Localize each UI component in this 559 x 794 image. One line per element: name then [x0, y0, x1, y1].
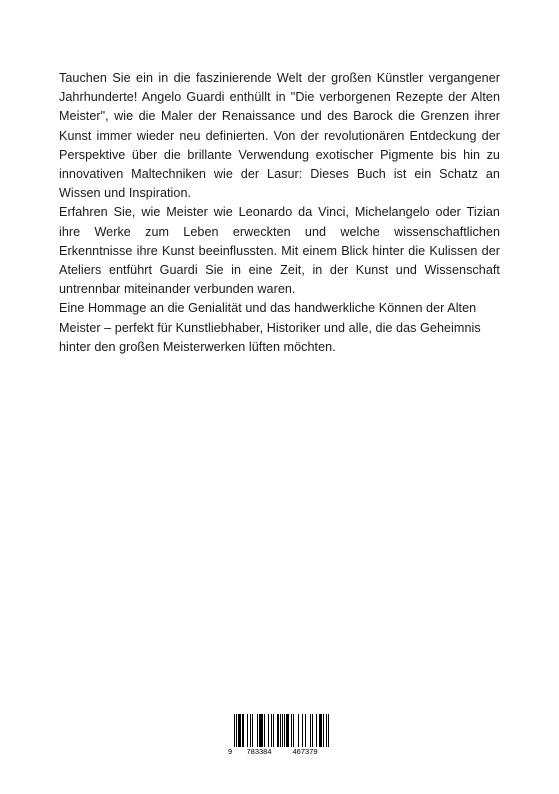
barcode-bar — [268, 714, 269, 747]
barcode-bar — [298, 714, 299, 747]
barcode-bar — [239, 714, 240, 747]
barcode-bar — [240, 714, 241, 747]
barcode-bar — [277, 714, 278, 747]
barcode-left-group: 783384 — [246, 747, 272, 756]
barcode-bar — [321, 714, 322, 747]
barcode-bar — [288, 714, 289, 747]
barcode-bar — [286, 714, 287, 747]
isbn-barcode — [228, 714, 332, 757]
barcode-bar — [260, 714, 261, 747]
barcode-bar — [262, 714, 263, 747]
barcode-bar — [238, 714, 239, 747]
barcode-bar — [271, 714, 272, 747]
barcode-bar — [291, 714, 292, 747]
barcode-bar — [316, 714, 317, 747]
barcode-bar — [250, 714, 251, 747]
barcode-digits — [228, 747, 332, 757]
barcode-bar — [247, 714, 248, 747]
description-paragraph-1: Tauchen Sie ein in die faszinierende Welt der großen Künstler vergangener Jahrhunderte! Angelo Guardi enthüllt in "Die verborgenen Rezepte der Alten Meister", wie die Maler der Renaissance und des Barock die Grenzen ihrer Kunst immer wieder neu definierten. Von der revolutionären Entdeckung der Perspektive über die brillante Verwendung exotischer Pigmente bis hin zu innovativen Maltechniken wie der Lasur: Dieses Buch ist ein Schatz an Wissen und Inspiration. — [59, 71, 500, 201]
barcode-bar — [259, 714, 260, 747]
barcode-bar — [264, 714, 265, 747]
barcode-bar — [319, 714, 320, 747]
barcode-bar — [293, 714, 294, 747]
barcode-bar — [323, 714, 324, 747]
barcode-bar — [312, 714, 313, 747]
barcode-bar — [243, 714, 244, 747]
back-cover-description — [59, 69, 500, 357]
barcode-bar — [302, 714, 303, 747]
barcode-bar — [287, 714, 288, 747]
barcode-bar — [320, 714, 321, 747]
barcode-bar — [273, 714, 274, 747]
barcode-bar — [284, 714, 285, 747]
barcode-right-group: 467379 — [292, 747, 318, 756]
barcode-bar — [310, 714, 311, 747]
barcode-bar — [252, 714, 253, 747]
description-paragraph-3: Eine Hommage an die Genialität und das handwerkliche Können der Alten Meister – perfekt für Kunstliebhaber, Historiker und alle, die das Geheimnis hinter den großen Meisterwerken lüften möchten. — [59, 301, 481, 354]
barcode-first-digit: 9 — [228, 747, 233, 756]
barcode-bar — [278, 714, 279, 747]
barcode-bar — [242, 714, 243, 747]
barcode-bar — [261, 714, 262, 747]
barcode-bar — [257, 714, 258, 747]
description-paragraph-2: Erfahren Sie, wie Meister wie Leonardo da Vinci, Michelangelo oder Tizian ihre Werke zum Leben erweckten und welche wissenschaftlichen Erkenntnisse ihre Kunst beeinflussten. Mit einem Blick hinter die Kulissen der Ateliers entführt Guardi Sie in eine Zeit, in der Kunst und Wissenschaft untrennbar miteinander verbunden waren. — [59, 205, 500, 297]
barcode-bar — [305, 714, 306, 747]
